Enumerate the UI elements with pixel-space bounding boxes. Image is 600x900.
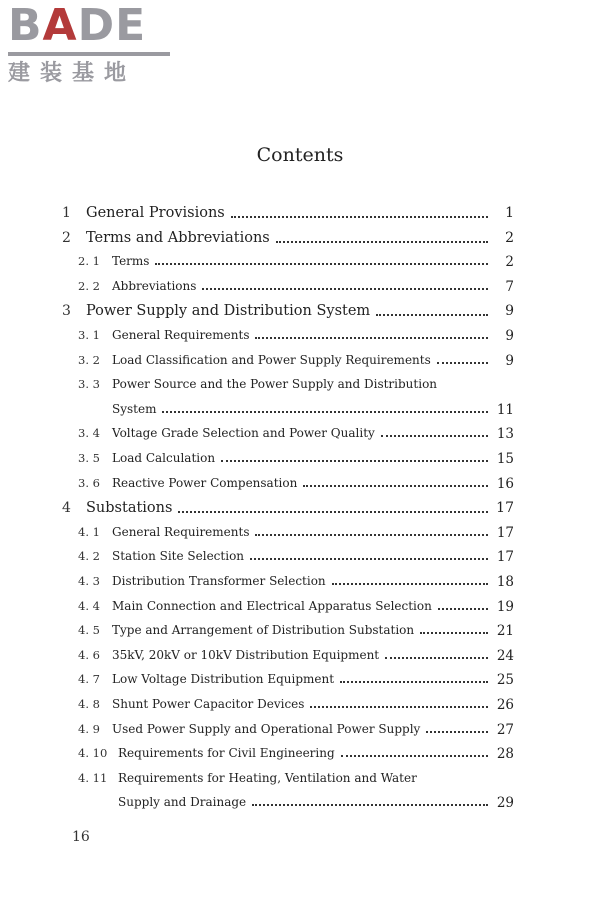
toc-entry [0,279,600,299]
toc-entry [0,697,600,717]
toc-entry-page: 13 [490,426,514,442]
toc-entry-label: Reactive Power Compensation [112,476,303,490]
page-title: Contents [256,144,344,166]
toc-dot-leader [438,608,488,610]
page-number: 16 [72,829,90,845]
toc-entry-number: 1 [62,205,71,221]
toc-entry-label: General Requirements [112,525,255,539]
toc-dot-leader [250,558,488,560]
toc-entry-number: 2. 2 [78,278,100,293]
toc-dot-leader [340,681,488,683]
toc-entry-label: Type and Arrangement of Distribution Substation [112,623,420,637]
bade-logo [8,0,178,94]
toc-entry-number: 2 [62,229,71,246]
toc-entry-label: Main Connection and Electrical Apparatus Selection [112,599,438,613]
toc-entry-page: 11 [490,402,514,418]
toc-dot-leader [231,216,488,218]
toc-entry-label: Requirements for Civil Engineering [118,746,341,760]
toc-entry-number: 4. 3 [78,574,100,588]
logo-underline [8,52,170,56]
toc-entry-label: Substations [86,500,178,516]
toc-entry-number: 3. 2 [78,352,100,367]
toc-entry-page: 15 [490,451,514,467]
toc-entry-number: 4. 4 [78,598,100,613]
toc-entry-page: 2 [490,254,514,270]
toc-entry-label: Terms and Abbreviations [86,230,276,246]
toc-entry-page: 1 [490,205,514,221]
toc-entry [0,795,600,815]
toc-dot-leader [341,755,488,757]
toc-entry-label: Load Calculation [112,451,221,465]
toc-entry-label: Shunt Power Capacitor Devices [112,697,310,711]
logo-subtitle: 建装基地 [8,61,137,86]
toc-dot-leader [385,657,488,659]
toc-dot-leader [252,804,488,806]
toc-entry [0,648,600,668]
toc-entry-number: 4 [62,500,71,517]
toc-entry-label: Supply and Drainage [118,795,252,809]
toc-entry [0,303,600,323]
toc-entry-label: Voltage Grade Selection and Power Quality [112,426,381,440]
toc-entry-label: Station Site Selection [112,549,250,563]
toc-entry-page: 9 [490,328,514,344]
toc-entry [0,722,600,742]
toc-entry-number: 3. 1 [78,328,100,342]
toc-dot-leader [221,460,488,462]
toc-entry [0,328,600,348]
toc-dot-leader [162,411,488,413]
toc-entry-label: Power Source and the Power Supply and Distribution [112,377,443,391]
toc-entry-label: General Provisions [86,205,231,221]
toc-entry-label: Requirements for Heating, Ventilation and Water [118,771,423,785]
toc-entry-number: 4. 11 [78,770,108,785]
toc-entry-number: 4. 9 [78,721,100,736]
toc-entry [0,377,600,397]
toc-entry-page: 16 [490,476,514,492]
toc-entry-page: 18 [490,574,514,590]
toc-dot-leader [381,435,488,437]
toc-entry [0,672,600,692]
toc-entry-number: 4. 8 [78,697,100,711]
toc-entry [0,205,600,225]
toc-dot-leader [437,362,488,364]
toc-dot-leader [332,583,488,585]
toc-dot-leader [255,337,488,339]
toc-entry-number: 2. 1 [78,254,100,269]
toc-entry-label: Abbreviations [112,279,202,293]
toc-entry-label: Load Classification and Power Supply Requirements [112,353,437,367]
toc-entry [0,402,600,422]
toc-entry-label: System [112,402,162,416]
toc-entry [0,525,600,545]
toc-entry [0,500,600,520]
toc-entry-label: Distribution Transformer Selection [112,574,332,588]
toc-dot-leader [155,263,488,265]
toc-entry-number: 4. 6 [78,647,100,662]
toc-entry-page: 17 [490,500,514,516]
toc-entry-number: 3. 5 [78,451,100,465]
toc-entry [0,771,600,791]
toc-entry-number: 3. 3 [78,377,100,392]
toc-dot-leader [376,314,488,316]
toc-entry-page: 21 [490,623,514,639]
toc-dot-leader [178,511,488,513]
toc-entry-number: 4. 5 [78,623,100,638]
toc-entry-number: 4. 2 [78,549,100,564]
toc-entry-page: 7 [490,279,514,295]
toc-entry-label: 35kV, 20kV or 10kV Distribution Equipment [112,648,385,662]
toc-entry [0,451,600,471]
toc-entry-page: 25 [490,672,514,688]
toc-entry-page: 2 [490,230,514,246]
toc-entry-label: General Requirements [112,328,255,342]
logo-wordmark: BADE [8,0,147,51]
toc-entry-page: 24 [490,648,514,664]
toc-entry [0,230,600,250]
toc-entry [0,426,600,446]
toc-entry-page: 17 [490,549,514,565]
toc-entry-number: 3 [62,303,71,320]
toc-entry [0,353,600,373]
toc-entry-page: 9 [490,303,514,319]
toc-dot-leader [303,485,488,487]
toc-entry-label: Power Supply and Distribution System [86,303,376,319]
toc-dot-leader [255,534,488,536]
toc-entry-number: 3. 6 [78,475,100,490]
toc-entry-number: 4. 7 [78,672,100,687]
toc-entry-page: 9 [490,353,514,369]
toc-entry [0,476,600,496]
toc-entry [0,623,600,643]
toc-entry [0,574,600,594]
toc-entry-page: 17 [490,525,514,541]
toc-dot-leader [420,632,488,634]
toc-entry-label: Terms [112,254,155,268]
toc-dot-leader [276,241,488,243]
toc-entry [0,746,600,766]
toc-dot-leader [426,731,488,733]
toc-entry-page: 28 [490,746,514,762]
toc-entry [0,254,600,274]
toc-entry-number: 3. 4 [78,426,100,441]
toc-entry-page: 27 [490,722,514,738]
toc-entry-page: 19 [490,599,514,615]
toc-entry-page: 26 [490,697,514,713]
toc-entry [0,549,600,569]
toc-entry-number: 4. 1 [78,524,100,539]
toc-dot-leader [310,706,488,708]
toc-entry-page: 29 [490,795,514,811]
toc-entry-label: Low Voltage Distribution Equipment [112,672,340,686]
toc-dot-leader [202,288,488,290]
toc-entry [0,599,600,619]
toc-entry-label: Used Power Supply and Operational Power Supply [112,722,426,736]
toc-entry-number: 4. 10 [78,746,108,761]
